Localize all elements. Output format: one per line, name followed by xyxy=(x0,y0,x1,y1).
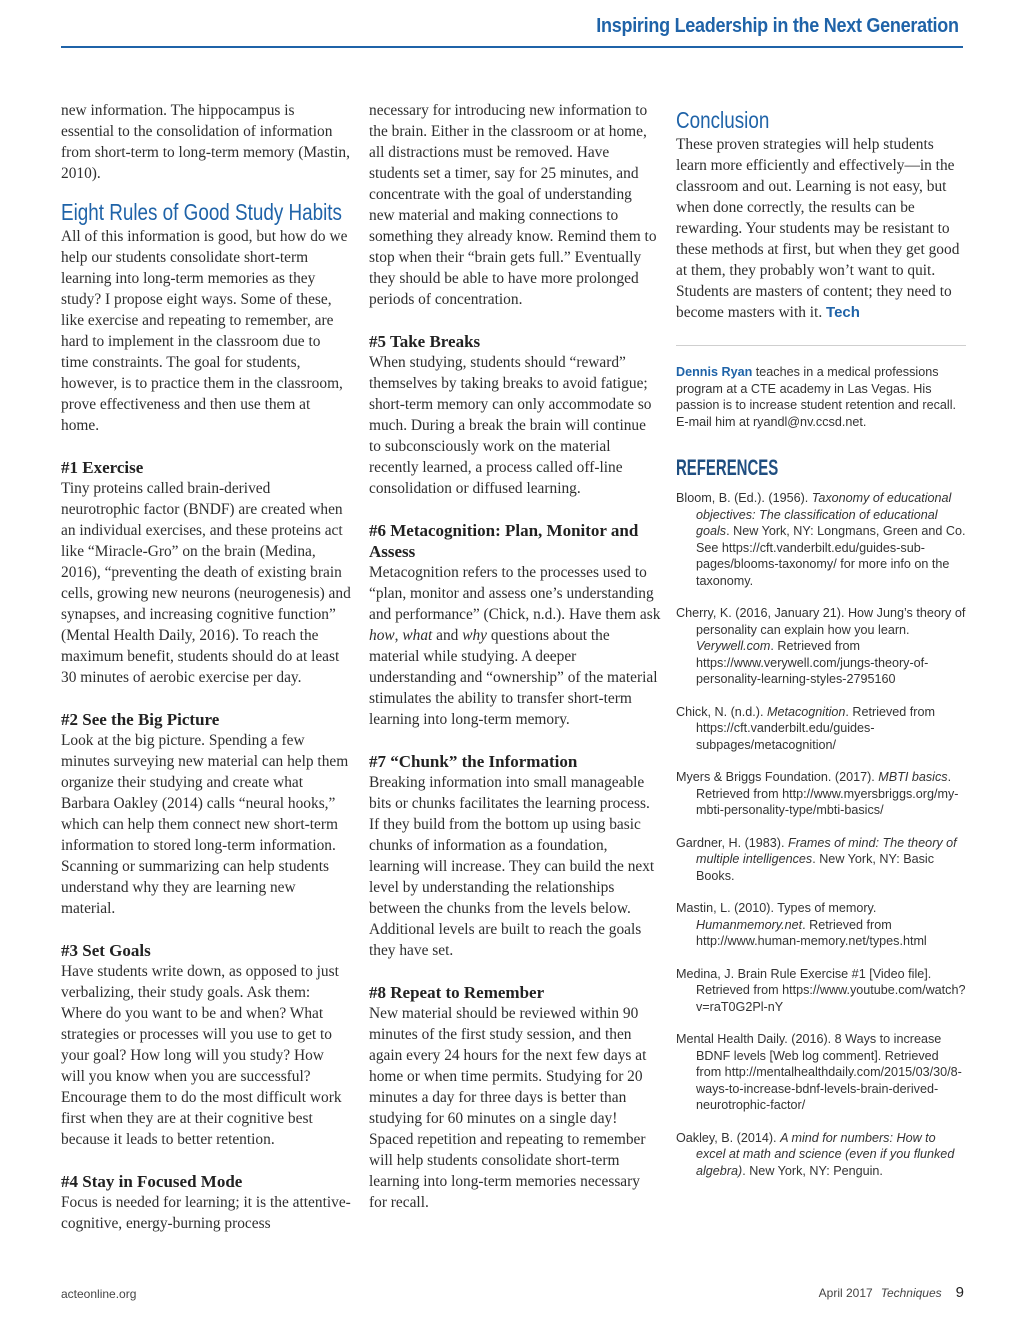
reference-text: Mastin, L. (2010). Types of memory. xyxy=(676,901,877,915)
footer-date: April 2017 xyxy=(818,1286,873,1300)
reference-text: Chick, N. (n.d.). xyxy=(676,704,767,719)
section-text-study-habits: All of this information is good, but how do we help our students consolidate short-term learning into long-term memories as they study? I propose eight ways. Some of these, like exercise and repeating to remember, are hard to implement in the classroom due to time constraints. The goal for students, however, is to practice them in the classroom, prove effectiveness and then use them at home. xyxy=(61,228,348,434)
reference-item xyxy=(676,704,966,754)
column-1 xyxy=(61,100,351,1234)
section-title-study-habits: Eight Rules of Good Study Habits xyxy=(61,199,342,225)
rule4-text: Focus is needed for learning; it is the attentive-cognitive, energy-burning process xyxy=(61,1194,351,1232)
reference-text: Mental Health Daily. (2016). 8 Ways to increase BDNF levels [Web log comment]. Retrieved from http://mentalhealthdaily.com/2015/03/30/8-ways-to-increase-bdnf-levels-brain-derived-neurotrophic-factor/ xyxy=(676,1032,962,1112)
page-number: 9 xyxy=(955,1284,964,1301)
reference-item xyxy=(676,966,966,1016)
column-2 xyxy=(369,100,661,1213)
reference-title: Metacognition xyxy=(766,704,846,719)
rule5-text: When studying, students should “reward” themselves by taking breaks to avoid fatigue; short-term memory can only accommodate so much. During a break the brain will continue to subconsciously work on the material recently learned, a process called off-line consolidation or diffused learning. xyxy=(369,354,652,497)
conclusion-body: These proven strategies will help students learn more efficiently and effectively—in the classroom and out. Learning is not easy, but when done correctly, the results can be rewarding. Your students may be resistant to these methods at first, but when they get good at them, they probably won’t want to quit. Students are masters of content; they need to become masters with it. xyxy=(676,136,960,321)
author-bio-text: teaches in a medical professions program at a CTE academy in Las Vegas. His passion is to increase student retention and recall. E-mail him at ryandl@nv.ccsd.net. xyxy=(676,365,957,429)
reference-text: Gardner, H. (1983). xyxy=(676,835,788,850)
rule5-title: #5 Take Breaks xyxy=(369,332,481,351)
rule8-title: #8 Repeat to Remember xyxy=(369,983,545,1002)
rule6-how: how xyxy=(369,627,395,644)
reference-text: Bloom, B. (Ed.). (1956). xyxy=(676,491,812,505)
reference-text: Cherry, K. (2016, January 21). How Jung’s theory of personality can explain how you learn. xyxy=(676,606,966,637)
reference-item xyxy=(676,1031,966,1114)
footer-site: acteonline.org xyxy=(61,1287,137,1301)
reference-title: MBTI basics xyxy=(878,770,948,784)
rule8-text: New material should be reviewed within 90 minutes of the first study session, and then again every 24 hours for the next few days at home or when time permits. Studying for 20 minutes a day for three days is better than studying for 60 minutes on a single day! Spaced repetition and repeating to remember will help students consolidate short-term learning into long-term memories necessary for recall. xyxy=(369,1005,647,1211)
col1-intro: new information. The hippocampus is essential to the consolidation of information from short-term to long-term memory (Mastin, 2010). xyxy=(61,102,350,182)
rule6-title: #6 Metacognition: Plan, Monitor and Assess xyxy=(369,521,639,561)
author-bio xyxy=(676,364,966,430)
rule6-text-b: questions about the material while studying. A deeper understanding and “ownership” of the material stimulates the ability to transfer short-term learning into long-term memory. xyxy=(369,627,658,728)
rule2-text: Look at the big picture. Spending a few minutes surveying new material can help them organize their studying and create what Barbara Oakley (2014) calls “neural hooks,” which can help them connect new short-term information to stored long-term information. Scanning or summarizing can help students understand why they are learning new material. xyxy=(61,732,349,917)
reference-text: Medina, J. Brain Rule Exercise #1 [Video file]. Retrieved from https://www.youtube.com/watch?v=raT0G2Pl-nY xyxy=(676,966,966,1014)
footer-magazine: Techniques xyxy=(880,1286,942,1300)
rule1-text: Tiny proteins called brain-derived neurotrophic factor (BNDF) are created when an individual exercises, and these proteins act like “Miracle-Gro” on the brain (Medina, 2016), “preventing the death of existing brain cells, growing new neurons (neurogenesis) and synapses, and increasing cognitive function” (Mental Health Daily, 2016). To reach the maximum benefit, students should do at least 30 minutes of aerobic exercise per day. xyxy=(61,480,351,686)
col2-intro: necessary for introducing new information to the brain. Either in the classroom or at home, all distractions must be removed. Have students set a timer, say for 25 minutes, and concentrate with the goal of understanding new material and making connections to something they already know. Remind them to stop when their “brain gets full.” Eventually they should be able to have more prolonged periods of concentration. xyxy=(369,102,657,308)
reference-item xyxy=(676,490,966,589)
rule6-text xyxy=(369,562,661,730)
column-3 xyxy=(676,106,966,1179)
rule7-text: Breaking information into small manageable bits or chunks facilitates the learning process. If they build from the bottom up using basic chunks of information as a foundation, learning will increase. They can build the next level by understanding the relationships between the chunks from the levels below. Additional levels are built to reach the goals they have set. xyxy=(369,774,655,959)
references-title: REFERENCES xyxy=(676,455,779,480)
reference-title: Taxonomy of educational objectives: The classification of educational goals xyxy=(696,491,952,538)
rule1-title: #1 Exercise xyxy=(61,458,144,477)
rule6-why: why xyxy=(462,627,488,644)
reference-text: Myers & Briggs Foundation. (2017). xyxy=(676,770,879,784)
reference-text: . New York, NY: Penguin. xyxy=(742,1163,883,1178)
reference-title: A mind for numbers: How to excel at math and science (even if you flunked algebra) xyxy=(696,1130,955,1178)
reference-text: . New York, NY: Longmans, Green and Co. See https://cft.vanderbilt.edu/guides-sub-pages/blooms-taxonomy/ for more info on the taxonomy. xyxy=(696,524,966,588)
rule6-sep: , xyxy=(394,627,403,644)
rule6-and: and xyxy=(432,627,463,644)
rule4-title: #4 Stay in Focused Mode xyxy=(61,1172,243,1191)
header-title: Inspiring Leadership in the Next Generation xyxy=(596,15,959,37)
rule6-text-a: Metacognition refers to the processes used to “plan, monitor and assess one’s understanding and performance” (Chick, n.d.). Have them ask xyxy=(369,564,661,623)
rule7-title: #7 “Chunk” the Information xyxy=(369,752,578,771)
references-list xyxy=(676,490,966,1179)
footer-issue xyxy=(819,1284,964,1301)
end-mark-tech: Tech xyxy=(826,304,860,321)
conclusion-text xyxy=(676,134,966,323)
reference-item xyxy=(676,1130,966,1180)
rule3-title: #3 Set Goals xyxy=(61,941,151,960)
conclusion-title: Conclusion xyxy=(676,107,770,133)
rule2-title: #2 See the Big Picture xyxy=(61,710,220,729)
reference-title: Frames of mind: The theory of multiple intelligences xyxy=(696,835,957,866)
reference-text: . Retrieved from https://cft.vanderbilt.edu/guides-subpages/metacognition/ xyxy=(696,704,935,752)
rule3-text: Have students write down, as opposed to just verbalizing, their study goals. Ask them: Where do you want to be and when? What strategies or processes will you use to get to your goal? How long will you study? How will you know when you are successful? Encourage them to do the most difficult work first when they are at their cognitive best because it leads to better retention. xyxy=(61,963,342,1148)
reference-item xyxy=(676,605,966,688)
reference-item xyxy=(676,900,966,950)
page-header xyxy=(61,14,963,48)
reference-text: . Retrieved from https://www.verywell.com/jungs-theory-of-personality-learning-styles-2795160 xyxy=(696,639,929,686)
reference-title: Humanmemory.net xyxy=(696,917,803,932)
reference-item xyxy=(676,769,966,819)
rule6-what: what xyxy=(402,627,433,644)
reference-text: . New York, NY: Basic Books. xyxy=(696,852,935,883)
reference-text: Oakley, B. (2014). xyxy=(676,1130,781,1145)
reference-text: . Retrieved from http://www.human-memory.net/types.html xyxy=(696,917,927,948)
reference-item xyxy=(676,835,966,885)
reference-text: . Retrieved from http://www.myersbriggs.org/my-mbti-personality-type/mbti-basics/ xyxy=(696,770,959,817)
divider xyxy=(676,345,966,346)
author-name: Dennis Ryan xyxy=(676,365,753,379)
reference-title: Verywell.com xyxy=(696,639,771,653)
